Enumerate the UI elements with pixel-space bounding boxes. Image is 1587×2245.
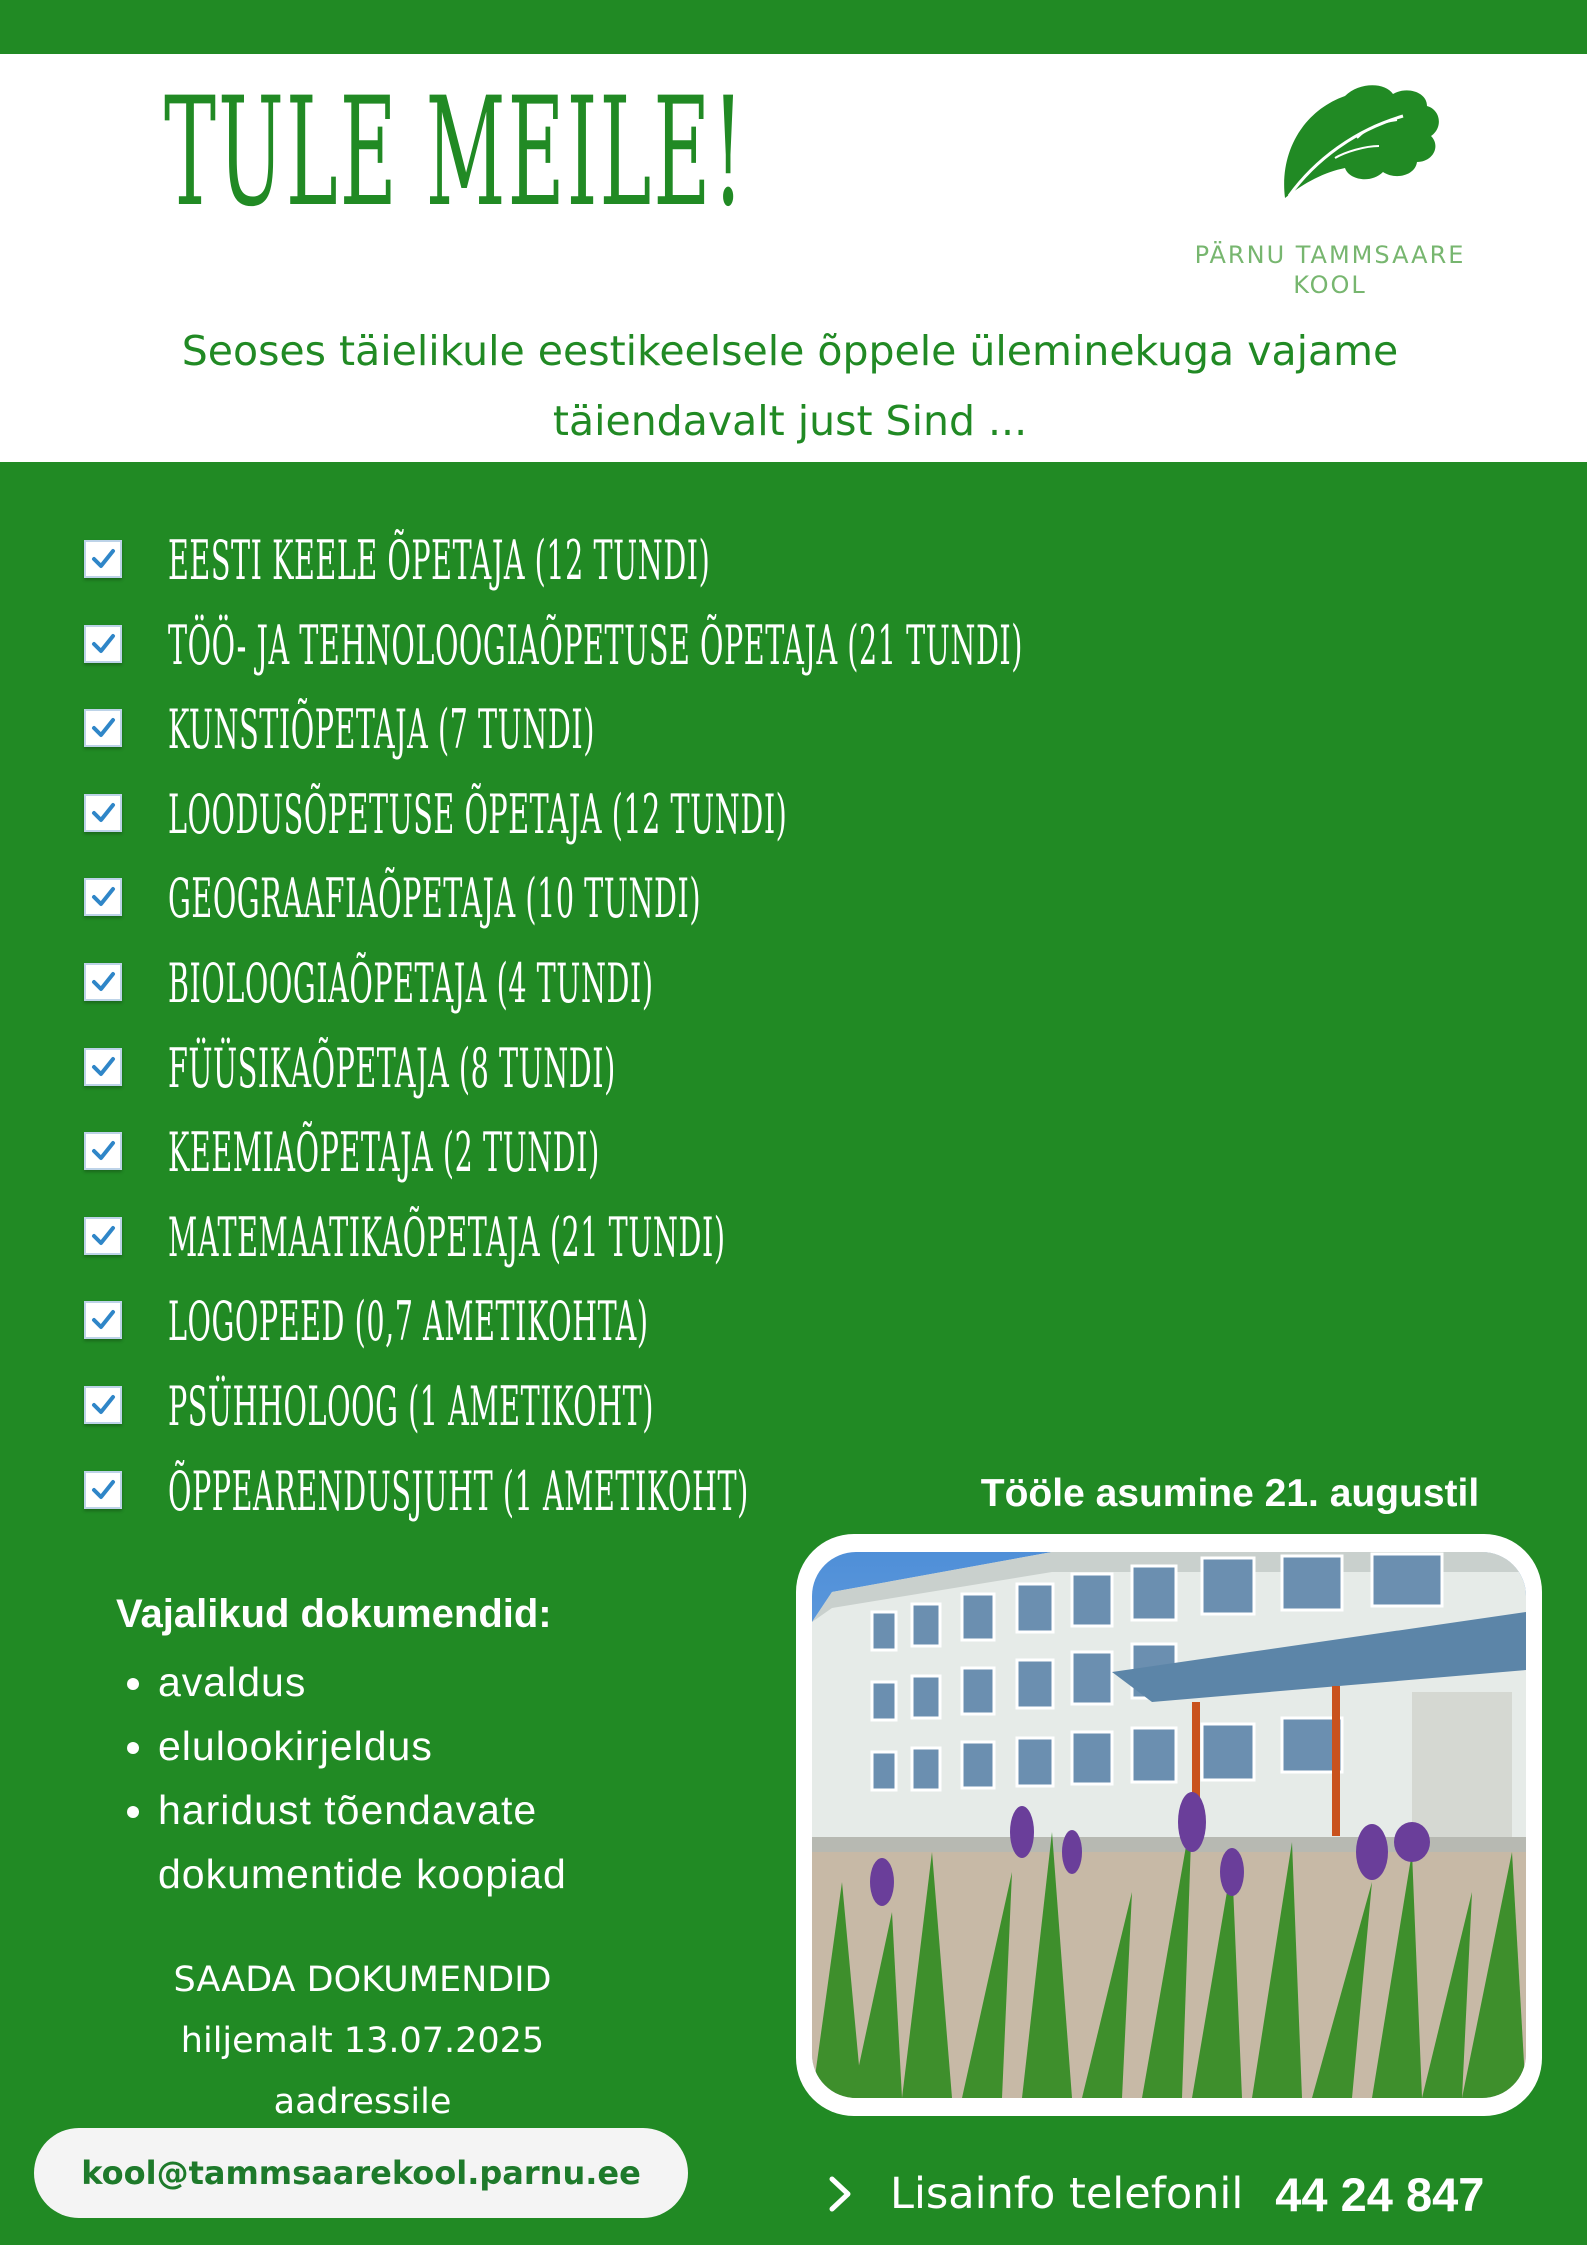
top-bar <box>0 0 1587 54</box>
job-label: MATEMAATIKAÕPETAJA (21 TUNDI) <box>168 1205 726 1269</box>
job-item <box>80 1376 1180 1461</box>
headline: TULE MEILE! <box>164 66 746 240</box>
job-label: LOODUSÕPETUSE ÕPETAJA (12 TUNDI) <box>168 782 788 846</box>
job-label: BIOLOOGIAÕPETAJA (4 TUNDI) <box>168 951 654 1015</box>
job-label: EESTI KEELE ÕPETAJA (12 TUNDI) <box>168 529 711 592</box>
required-documents <box>116 1586 716 1906</box>
job-label: KEEMIAÕPETAJA (2 TUNDI) <box>168 1121 600 1185</box>
checkbox-checked-icon <box>84 1217 122 1255</box>
contact-info <box>826 2162 1484 2226</box>
document-item: • haridust tõendavate dokumentide koopiad <box>158 1778 716 1906</box>
checkbox-checked-icon <box>84 1386 122 1424</box>
checkbox-checked-icon <box>84 878 122 916</box>
submission-line2: hiljemalt 13.07.2025 <box>180 2021 545 2061</box>
checkbox-checked-icon <box>84 709 122 747</box>
checkbox-checked-icon <box>84 963 122 1001</box>
job-item <box>80 1038 1180 1123</box>
email-address[interactable]: kool@tammsaarekool.parnu.ee <box>81 2154 641 2192</box>
submission-instructions <box>60 1950 665 2133</box>
checkbox-checked-icon <box>84 1048 122 1086</box>
documents-list <box>116 1650 716 1906</box>
logo-name-line2: KOOL <box>1293 271 1367 299</box>
job-label: LOGOPEED (0,7 AMETIKOHTA) <box>168 1290 649 1354</box>
submission-line3: aadressile <box>273 2082 452 2122</box>
checkbox-checked-icon <box>84 794 122 832</box>
documents-title: Vajalikud dokumendid: <box>116 1592 552 1636</box>
job-item <box>80 699 1180 784</box>
job-item <box>80 784 1180 869</box>
job-item <box>80 953 1180 1038</box>
job-label: FÜÜSIKAÕPETAJA (8 TUNDI) <box>168 1036 616 1100</box>
job-item <box>80 1122 1180 1207</box>
school-building-photo <box>812 1552 1526 2098</box>
intro-text <box>90 316 1490 456</box>
chevron-right-icon <box>826 2174 854 2214</box>
job-list <box>80 530 1180 1545</box>
logo-name-line1: PÄRNU TAMMSAARE <box>1194 241 1466 269</box>
intro-line2: täiendavalt just Sind ... <box>552 397 1028 445</box>
checkbox-checked-icon <box>84 1471 122 1509</box>
job-item <box>80 615 1180 700</box>
checkbox-checked-icon <box>84 625 122 663</box>
job-item <box>80 1291 1180 1376</box>
school-logo <box>1180 80 1480 300</box>
job-item <box>80 530 1180 615</box>
job-label: TÖÖ- JA TEHNOLOOGIAÕPETUSE ÕPETAJA (21 TUNDI) <box>168 613 1023 677</box>
intro-line1: Seoses täielikule eestikeelsele õppele üleminekuga vajame <box>181 327 1399 375</box>
submission-line1: SAADA DOKUMENDID <box>173 1960 552 2000</box>
start-date: Tööle asumine 21. augustil <box>980 1472 1480 1515</box>
phone-label: Lisainfo telefonil <box>890 2169 1244 2219</box>
job-item <box>80 868 1180 953</box>
phone-number[interactable]: 44 24 847 <box>1275 2167 1485 2221</box>
job-item <box>80 1207 1180 1292</box>
oak-leaf-icon <box>1275 80 1445 210</box>
job-label: GEOGRAAFIAÕPETAJA (10 TUNDI) <box>168 867 702 931</box>
checkbox-checked-icon <box>84 1132 122 1170</box>
checkbox-checked-icon <box>84 540 122 578</box>
job-label: ÕPPEARENDUSJUHT (1 AMETIKOHT) <box>168 1459 749 1523</box>
photo-frame <box>796 1534 1542 2116</box>
document-item: • avaldus <box>158 1650 716 1714</box>
job-label: KUNSTIÕPETAJA (7 TUNDI) <box>168 698 595 762</box>
checkbox-checked-icon <box>84 1301 122 1339</box>
email-link[interactable] <box>34 2128 688 2218</box>
job-label: PSÜHHOLOOG (1 AMETIKOHT) <box>168 1374 655 1438</box>
document-item: • elulookirjeldus <box>158 1714 716 1778</box>
